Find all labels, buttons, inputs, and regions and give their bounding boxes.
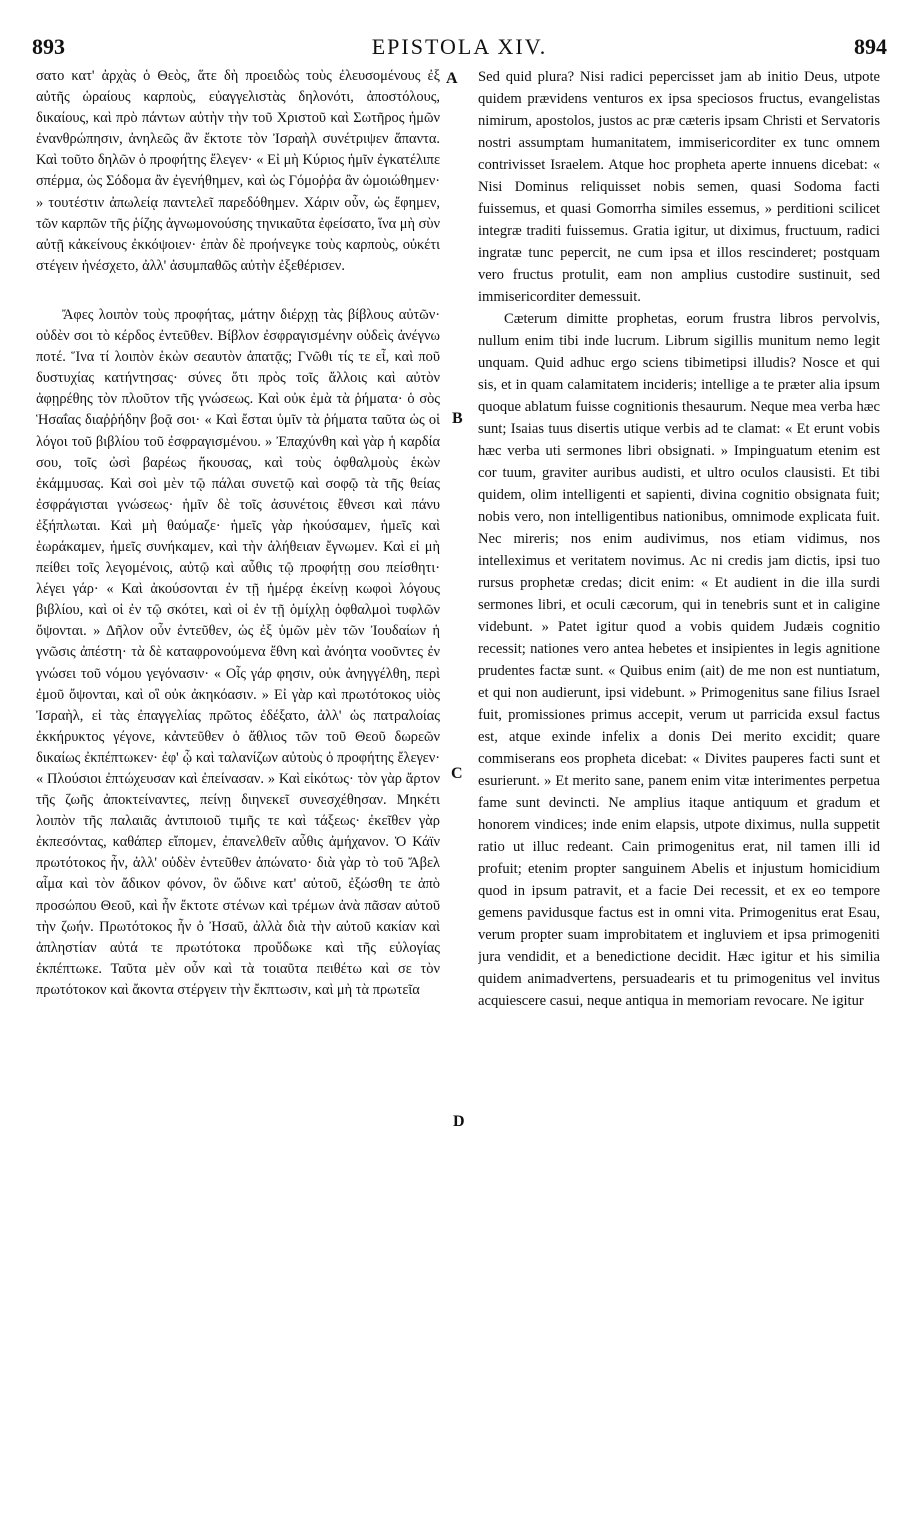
page-number-right: 894 (854, 34, 887, 59)
running-header (32, 34, 887, 64)
greek-paragraph-2: Ἄφες λοιπὸν τοὺς προφήτας, μάτην διέρχῃ τὰς βίβλους αὐτῶν· οὐδὲν σοι τὸ κέρδος ἐντεῦθεν. Βίβλον ἐσφραγισμένην οὐδεὶς ἀνέγνω ποτέ. Ἵνα τί λοιπὸν ἑκὼν σεαυτὸν ἀπατᾷς; Γνῶθι τίς τε εἶ, καὶ ποῦ δυστυχίας κατήντησας· σύνες ὅτι πρὸς τοῖς ἄλλοις καὶ αὐτὸν ἀφῃρέθης τὸν πλοῦτον τῆς γνώσεως. Καὶ οὐκ ἐμὰ τὰ ῥήματα· ὁ σὸς Ἡσαΐας διαῤῥήδην βοᾷ σοι· « Καὶ ἔσται ὑμῖν τὰ ῥήματα ταῦτα ὡς οἱ λόγοι τοῦ βιβλίου τοῦ ἐσφραγισμένου. » Ἐπαχύνθη καὶ γὰρ ἡ καρδία σου, τοῖς ὠσὶ βαρέως ἤκουσας, καὶ τοὺς ὀφθαλμοὺς ἑκὼν ἐκάμμυσας. Καὶ σοὶ μὲν τῷ πάλαι συνετῷ καὶ σοφῷ τὰ τῆς θείας ἐσφράγισται γνώσεως· ἡμῖν δὲ τοῖς ἀσυνέτοις ἔθνεσι καὶ πάνυ ἐξήπλωται. Καὶ μὴ θαύμαζε· ἡμεῖς γὰρ ἠκούσαμεν, ἡμεῖς καὶ ἑωράκαμεν, ἡμεῖς συνήκαμεν, καὶ τὴν ἀλήθειαν ἔγνωμεν. Καὶ εἰ μὴ πείθει τοῖς λεγομένοις, αὐτῷ καὶ αὖθις τῷ προφήτῃ σου πείσθητι· λέγει γάρ· « Καὶ ἀκούσονται ἐν τῇ ἡμέρᾳ ἐκείνῃ κωφοὶ λόγους βιβλίου, καὶ οἱ ἐν τῷ σκότει, καὶ οἱ ἐν τῇ ὁμίχλῃ ὀφθαλμοὶ τυφλῶν ὄψονται. » Δῆλον οὖν ἐντεῦθεν, ὡς ἐξ ὑμῶν μὲν τῶν Ἰουδαίων ἡ γνῶσις ἀπέστη· τὰ δὲ καταφρονούμενα ἔθνη καὶ ἀνόητα νοοῦντες ἐν γνώσει τοῦ νόμου γεγόνασιν· « Οἷς γάρ φησιν, οὐκ ἀνηγγέλθη, περὶ ἐμοῦ ὄψονται, καὶ οἳ οὐκ ἀκηκόασιν. » Εἰ γὰρ καὶ πρωτότοκος υἱὸς Ἰσραὴλ, εἰ τὰς ἐπαγγελίας πρῶτος ἐδέξατο, ἀλλ' ὡς πατραλοίας ἐκκήρυκτος γέγονε, κἀντεῦθεν ὁ ἄθλιος τῶν τοῦ Θεοῦ δωρεῶν δικαίως ἐκπέπτωκεν· ἐφ' ᾧ καὶ ταλανίζων αὐτοὺς ὁ προφήτης ἔλεγεν· « Πλούσιοι ἐπτώχευσαν καὶ ἐπείνασαν. » Καὶ εἰκότως· τὸν γὰρ ἄρτον τῆς ζωῆς ἀποκτείναντες, πείνῃ διηνεκεῖ συνεσχέθησαν. Μηκέτι λοιπὸν τῆς παλαιᾶς ἀντιποιοῦ τιμῆς τε καὶ τάξεως· ἐκεῖθεν γὰρ ἐκπεσόντας, καθάπερ εἴπομεν, ἐπανελθεῖν αὖθις ἀμήχανον. Ὁ Κάϊν πρωτότοκος ἦν, ἀλλ' οὐδὲν ἐντεῦθεν ἀπώνατο· διὰ γὰρ τὸ τοῦ Ἄβελ αἷμα καὶ τὸν ἄδικον φόνον, ὃν ὤδινε κατ' αὐτοῦ, ἐξώσθη τε ἀπὸ προσώπου Θεοῦ, καὶ ἦν ἔκτοτε στένων καὶ τρέμων ἀνὰ πᾶσαν αὐτοῦ τὴν ζωήν. Πρωτότοκος ἦν ὁ Ἠσαῦ, ἀλλὰ διὰ τὴν αὐτοῦ κακίαν καὶ ἀπληστίαν αὐτά τε πρωτότοκα προὔδωκε καὶ τῆς εὐλογίας ἐκπέπτωκε. Ταῦτα μὲν οὖν καὶ τὰ τοιαῦτα πειθέτω καὶ σε τὸν πρωτότοκον καὶ ἄκοντα στέργειν τὴν ἔκπτωσιν, καὶ μὴ τὰ πρωτεῖα (36, 306, 440, 998)
margin-marker-d: D (453, 1113, 465, 1130)
latin-column (478, 66, 880, 1516)
page-number-left: 893 (32, 34, 65, 59)
margin-marker-b: B (452, 410, 463, 427)
latin-paragraph-1: Sed quid plura? Nisi radici pepercisset jam ab initio Deus, utpote quidem prævidens venturos ex ipsa speciosos fructus, evangelistas nimirum, apostolos, justos ac præ cæteris ipsam Christi et Servatoris nostri assumptam humanitatem, immisericorditer ex tunc omnem contrivisset Israelem. Atque hoc propheta aperte innuens dicebat: « Nisi Dominus reliquisset nobis semen, quasi Sodoma facti fuissemus, et quasi Gomorrha similes essemus, » perditioni scilicet integræ traditi fuissemus. Gratia igitur, ut diximus, fructuum, radici ingratæ tunc pepercit, ne cum ipsa et illos rescinderet; postquam vero fructus protulit, eam non amplius custodire sustinuit, sed immisericorditer demessuit. (478, 69, 880, 305)
greek-paragraph-1: σατο κατ' ἀρχὰς ὁ Θεὸς, ἅτε δὴ προειδὼς τοὺς ἐλευσομένους ἐξ αὐτῆς ὡραίους καρποὺς, εὐαγγελιστὰς δηλονότι, ἀποστόλους, δικαίους, καὶ πρὸ πάντων αὐτὴν τὴν τοῦ Χριστοῦ καὶ Σωτῆρος ἡμῶν ἐνανθρώπησιν, ἀνηλεῶς ἂν ἔκτοτε τὸν Ἰσραὴλ συνέτριψεν ἅπαντα. Καὶ τοῦτο δηλῶν ὁ προφήτης ἔλεγεν· « Εἰ μὴ Κύριος ἡμῖν ἐγκατέλιπε σπέρμα, ὡς Σόδομα ἂν ἐγενήθημεν, καὶ ὡς Γόμοῤῥα ἂν ὡμοιώθημεν· » τουτέστιν ἀπωλείᾳ παντελεῖ παρεδόθημεν. Χάριν οὖν, ὡς ἔφημεν, τῶν καρπῶν τῆς ῥίζης ἀγνωμονούσης τηνικαῦτα ἐφείσατο, ἵνα μὴ σὺν αὐτῇ κἀκείνους ἐκκόψοιεν· ἐπὰν δὲ προήνεγκε τοὺς καρποὺς, οὐκέτι στέγειν ἠνέσχετο, ἀλλ' ἀσυμπαθῶς αὐτὴν ἐξεθέρισεν. (36, 68, 440, 274)
margin-marker-c: C (451, 765, 463, 782)
running-title: EPISTOLA XIV. (371, 34, 548, 59)
greek-column (36, 66, 440, 1516)
margin-marker-a: A (446, 70, 458, 87)
latin-paragraph-2: Cæterum dimitte prophetas, eorum frustra libros pervolvis, nullum enim tibi inde lucrum. Librum sigillis munitum nemo legit unquam. Quid adhuc ergo sciens tibimetipsi illudis? Nosce et qui sis, et in quam calamitatem incideris; intellige a te præter alia ipsum quoque ablatum fuisse cognitionis thesaurum. Neque mea verba hæc sunt; Isaias tuus disertis utique verbis ad te clamat: « Et erunt vobis hæc verba uti sermones libri obsignati. » Impinguatum etenim est cor tuum, graviter auribus audisti, et ultro oculos clausisti. Et tibi quidem, olim intelligenti et sapienti, divina cognitio obsignata fuit; nobis vero, non intelligentibus nationibus, omnimode explicata fuit. Nec mireris; nos enim audivimus, nos etiam vidimus, nos intelleximus et veritatem novimus. Ac ni credis jam dictis, ipsi tuo rursus prophetæ credas; dicit enim: « Et audient in die illa surdi sermones libri, et oculi cæcorum, qui in tenebris sunt et in caligine videbunt. » Patet igitur quod a vobis quidem Judæis cognitio recessit; nationes vero antea hebetes et insipientes in legis agnitione prudentes factæ sunt. « Quibus enim (ait) de me non est nuntiatum, et qui non audierunt, ipsi videbunt. » Primogenitus sane filius Israel fuit, promissiones primus accepit, verum ut parricida exsul factus est, atque exinde infelix a donis Dei merito excidit; quare commiserans eos propheta dicebat: « Divites pauperes facti sunt et esurierunt. » Et merito sane, panem enim vitæ interimentes perpetua fame sunt devincti. Ne amplius itaque antiquum et gradum et honorem vindices; inde enim elapsis, utpote diximus, nulla suppetit ratio ut illuc redeant. Cain primogenitus erat, nil tamen illi id profuit; etenim propter sanguinem Abelis et injustum homicidium quod in ipsum patravit, et a facie Dei recessit, et ex eo tempore gemens pavidusque factus est in omni vita. Primogenitus erat Esau, verum propter suam improbitatem et ingluviem et ipsa primogeniti jura vendidit, et a benedictione decidit. Hæc igitur et his similia quidem animadvertens, persuadearis et tu primogenitus vel invitus acquiescere casui, neque antiqua in memoriam revocare. Ne igitur (478, 311, 880, 1009)
